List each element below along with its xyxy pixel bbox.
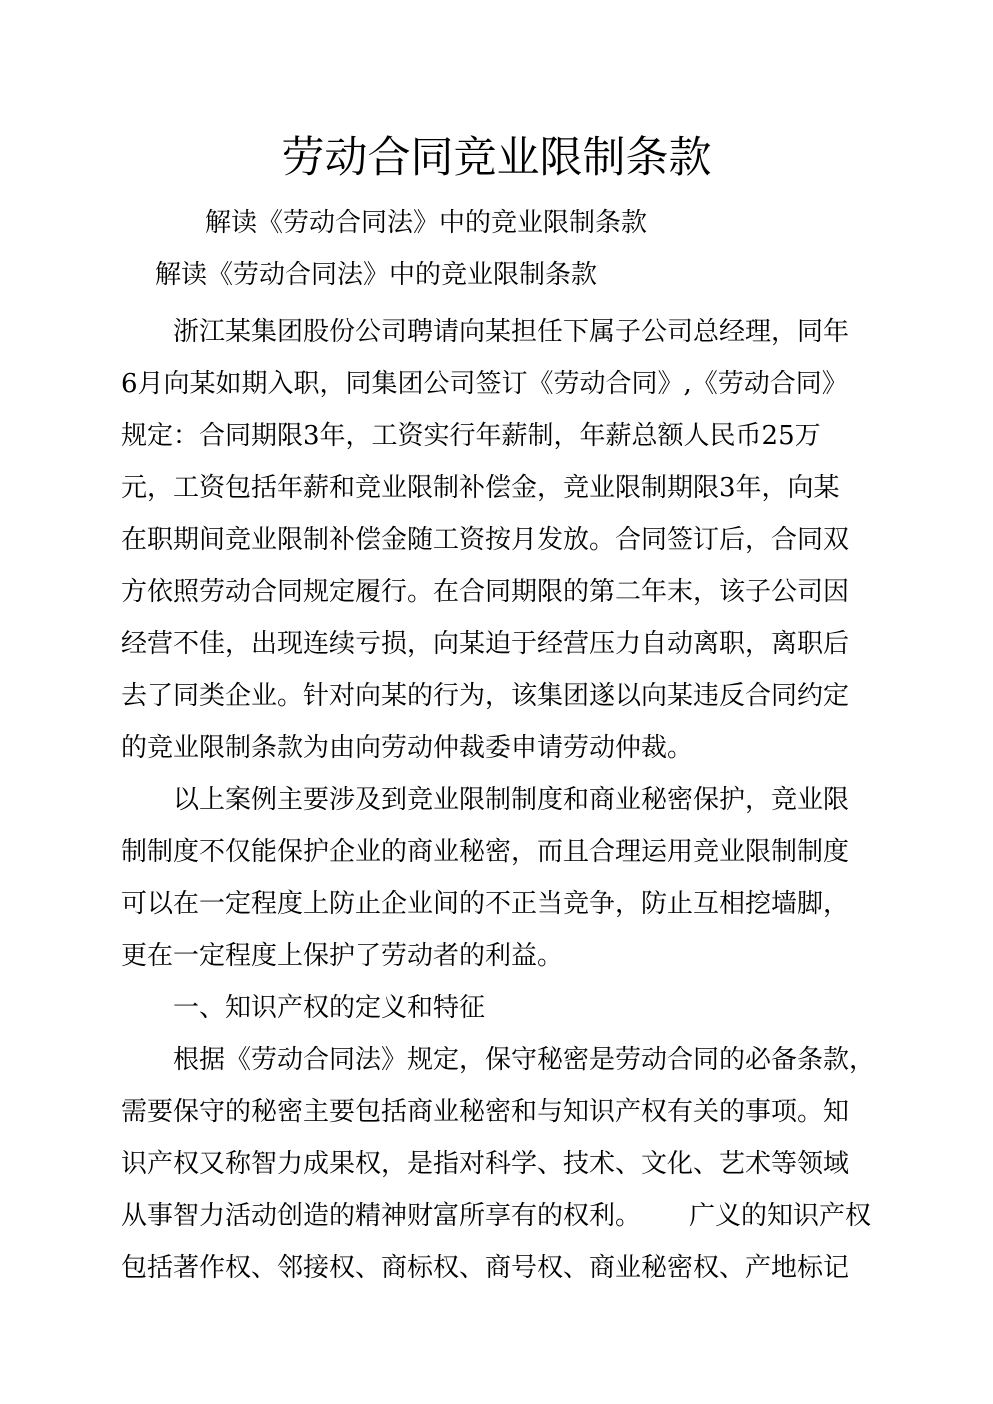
paragraph-line: 以上案例主要涉及到竞业限制制度和商业秘密保护，竞业限 xyxy=(173,785,850,815)
paragraph-line: 元，工资包括年薪和竞业限制补偿金，竞业限制期限3年，向某 xyxy=(121,473,840,503)
paragraph-line: 去了同类企业。针对向某的行为，该集团遂以向某违反合同约定 xyxy=(121,681,850,711)
paragraph-line: 识产权又称智力成果权，是指对科学、技术、文化、艺术等领域 xyxy=(121,1149,850,1179)
paragraph-line: 需要保守的秘密主要包括商业秘密和与知识产权有关的事项。知 xyxy=(121,1097,850,1127)
document-body xyxy=(121,306,876,1294)
paragraph-line: 浙江某集团股份公司聘请向某担任下属子公司总经理，同年 xyxy=(173,317,850,347)
paragraph-line: 制制度不仅能保护企业的商业秘密，而且合理运用竞业限制制度 xyxy=(121,837,850,867)
paragraph-line: 在职期间竞业限制补偿金随工资按月发放。合同签订后，合同双 xyxy=(121,525,850,555)
paragraph-line: 可以在一定程度上防止企业间的不正当竞争，防止互相挖墙脚， xyxy=(121,889,850,919)
document-subtitle: 解读《劳动合同法》中的竞业限制条款 xyxy=(205,208,648,238)
paragraph-line: 6月向某如期入职，同集团公司签订《劳动合同》,《劳动合同》 xyxy=(121,369,848,399)
document-title: 劳动合同竞业限制条款 xyxy=(281,133,712,183)
paragraph-line-part: 广义的知识产权 xyxy=(689,1201,872,1231)
paragraph-line: 根据《劳动合同法》规定，保守秘密是劳动合同的必备条款， xyxy=(173,1045,876,1075)
paragraph-line: 规定：合同期限3年，工资实行年薪制，年薪总额人民币25万 xyxy=(121,421,821,451)
paragraph-line-split xyxy=(121,1190,873,1242)
paragraph-line: 经营不佳，出现连续亏损，向某迫于经营压力自动离职，离职后 xyxy=(121,629,850,659)
paragraph-line-part: 从事智力活动创造的精神财富所享有的权利。 xyxy=(121,1201,642,1231)
paragraph-line: 包括著作权、邻接权、商标权、商号权、商业秘密权、产地标记 xyxy=(121,1253,850,1283)
paragraph-line: 方依照劳动合同规定履行。在合同期限的第二年末，该子公司因 xyxy=(121,577,850,607)
paragraph-line: 更在一定程度上保护了劳动者的利益。 xyxy=(121,941,564,971)
section-heading: 一、知识产权的定义和特征 xyxy=(173,993,486,1023)
paragraph-line: 的竞业限制条款为由向劳动仲裁委申请劳动仲裁。 xyxy=(121,733,694,763)
document-subtitle-repeat: 解读《劳动合同法》中的竞业限制条款 xyxy=(155,260,598,290)
